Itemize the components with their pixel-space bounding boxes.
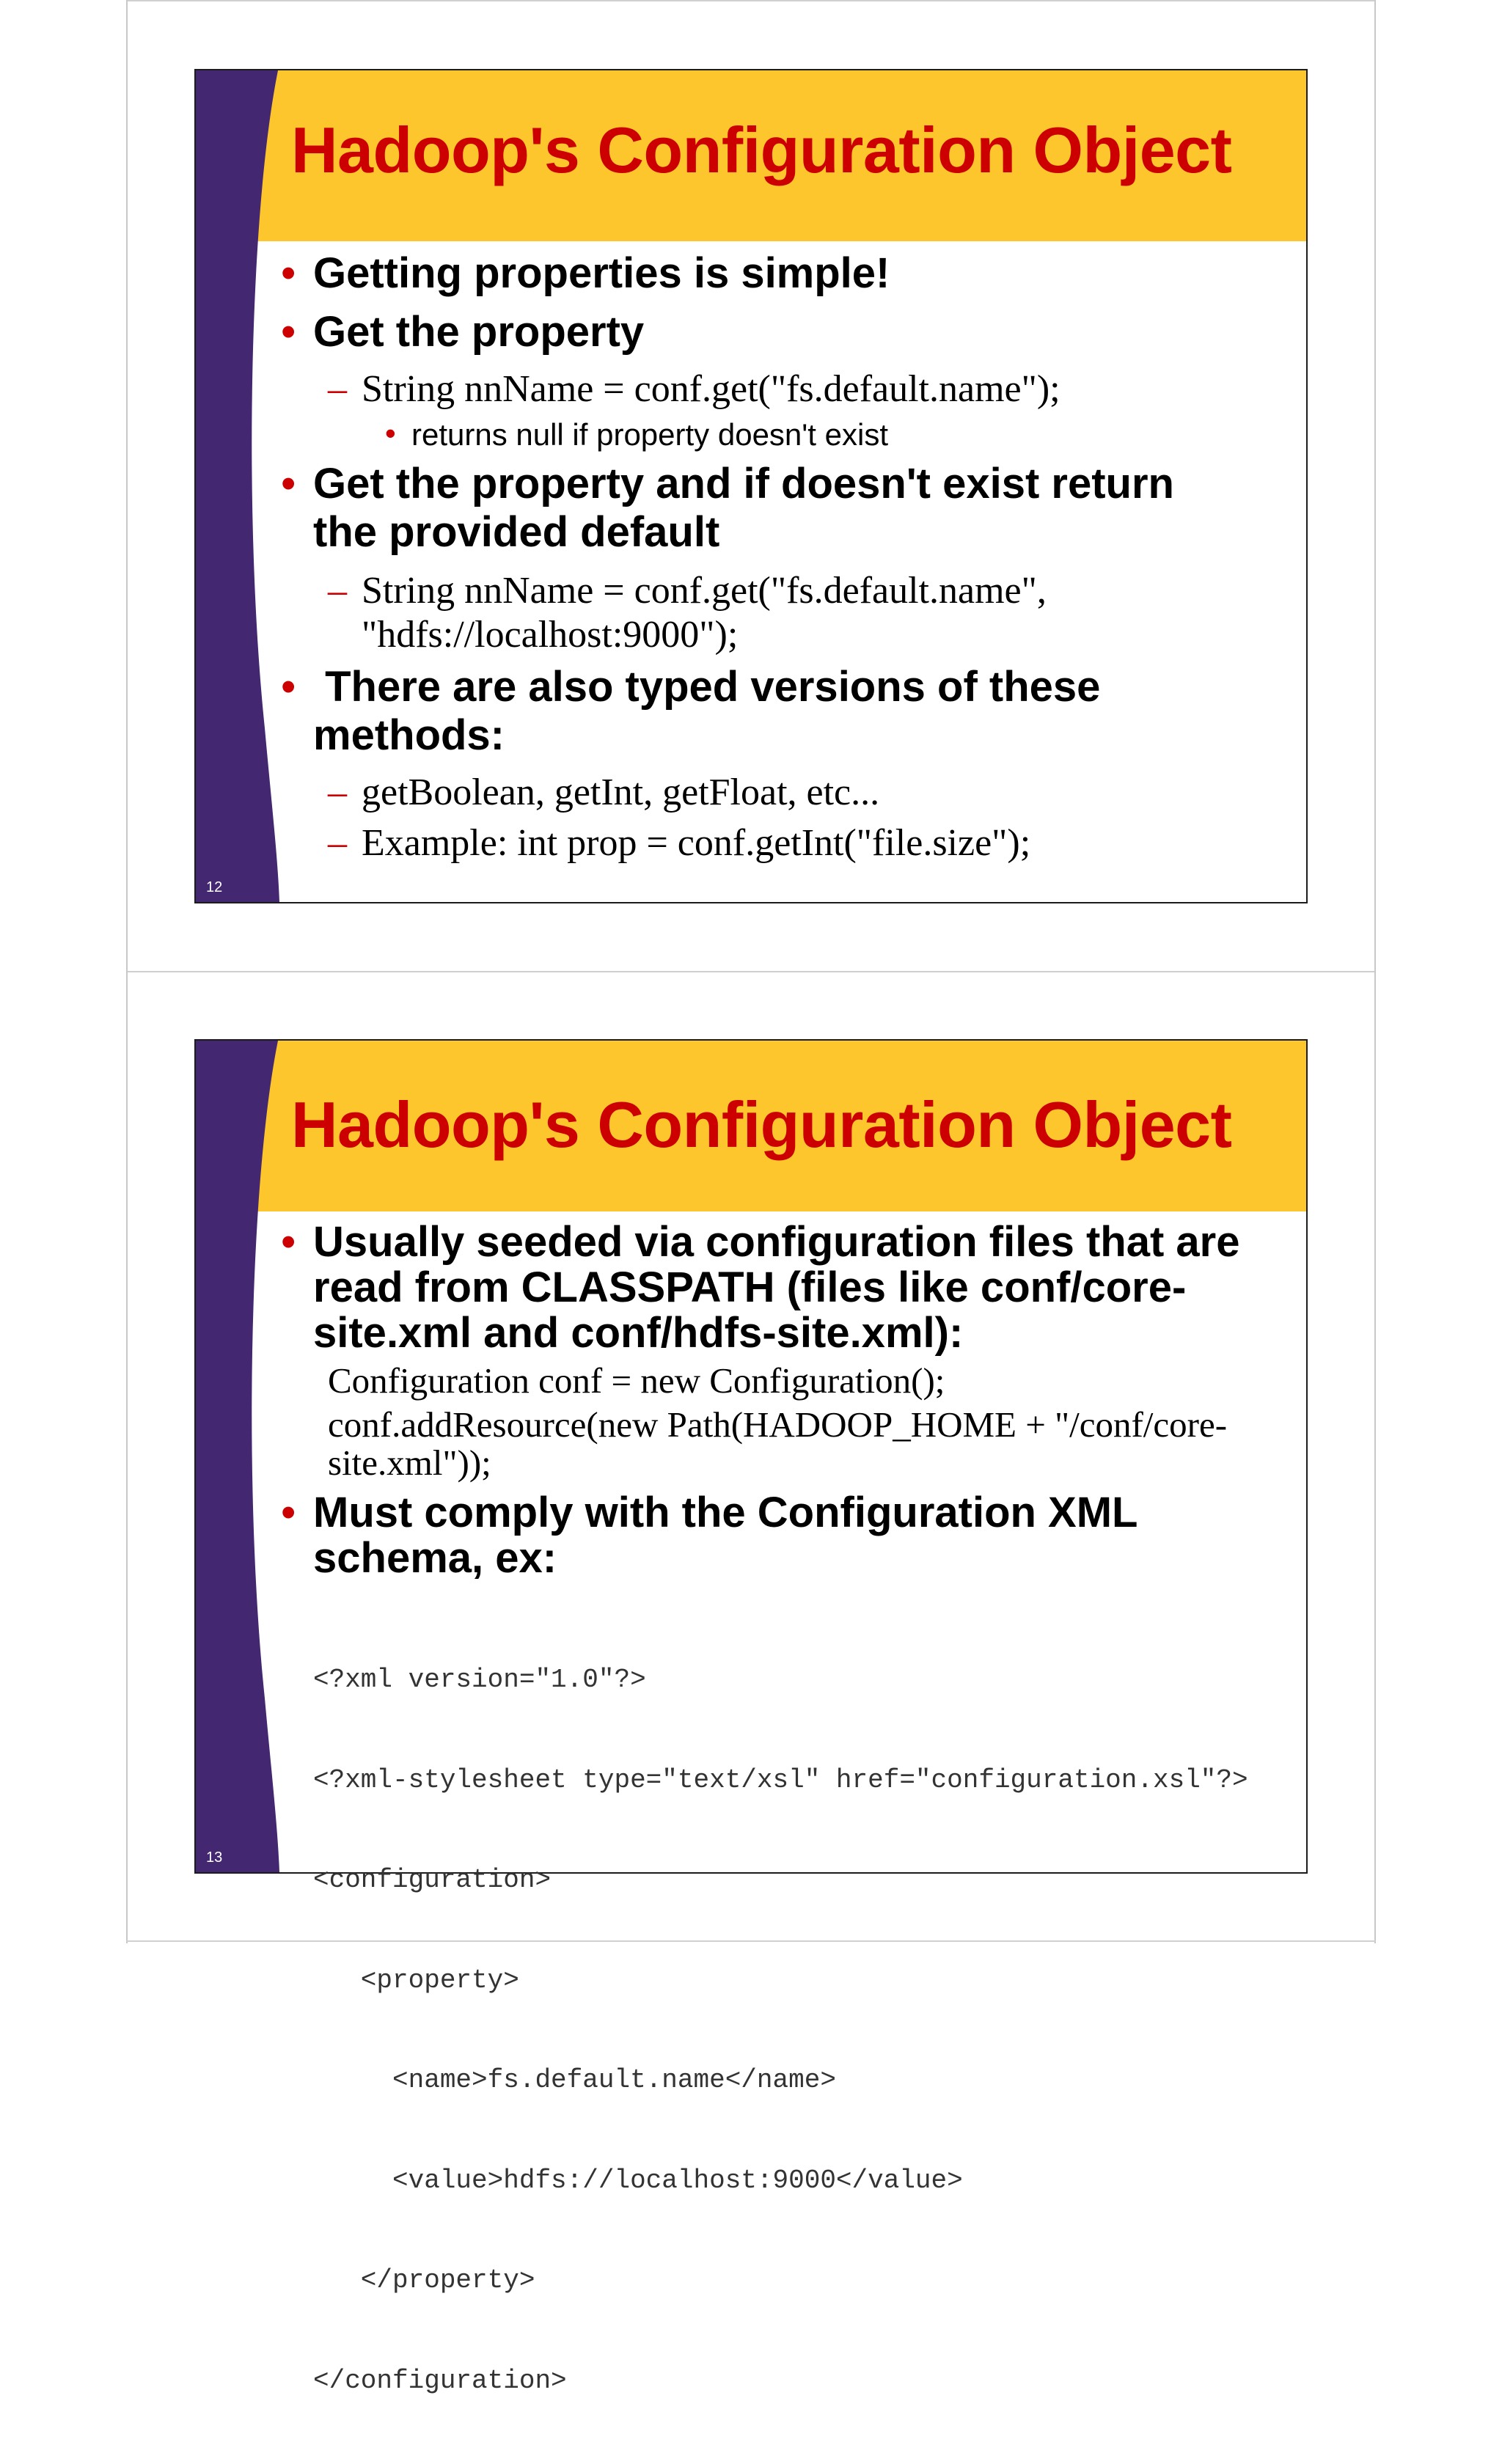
dash-marker: –	[328, 570, 347, 612]
dash-marker: –	[328, 771, 347, 813]
sub-item	[328, 821, 1031, 865]
sub-sub-item	[385, 416, 888, 453]
slide-number: 12	[206, 879, 223, 895]
bullet-item	[281, 663, 1101, 760]
bullet-text: read from CLASSPATH (files like conf/core-	[313, 1264, 1187, 1311]
sub-text: String nnName = conf.get("fs.default.name");	[362, 368, 1060, 410]
bullet-text: There are also typed versions of these	[325, 663, 1101, 711]
slide-number: 13	[206, 1849, 223, 1866]
bullet-item	[281, 1218, 1240, 1357]
dash-marker: –	[328, 368, 347, 410]
xml-line: <name>fs.default.name</name>	[313, 2065, 836, 2095]
bullet-text: Usually seeded via configuration files that are	[313, 1218, 1240, 1266]
xml-line: </property>	[313, 2265, 535, 2295]
bullet-text: Must comply with the Configuration XML	[313, 1489, 1138, 1536]
bullet-text: the provided default	[313, 508, 720, 556]
sub-sub-text: returns null if property doesn't exist	[411, 417, 888, 452]
slide-title: Hadoop's Configuration Object	[291, 114, 1232, 186]
slide-12	[194, 69, 1308, 903]
sub-text: getBoolean, getInt, getFloat, etc...	[362, 771, 880, 813]
bullet-item	[281, 308, 645, 356]
bullet-marker: •	[281, 460, 296, 507]
slide-title: Hadoop's Configuration Object	[291, 1088, 1232, 1161]
slide-content	[196, 70, 1306, 902]
sub-text: String nnName = conf.get("fs.default.name",	[362, 570, 1047, 612]
xml-line: <property>	[313, 1965, 519, 1995]
sub-item	[328, 569, 1047, 657]
bullet-marker: •	[281, 249, 296, 297]
slide-13	[194, 1039, 1308, 2396]
dash-marker: –	[328, 822, 347, 864]
bullet-text: methods:	[313, 711, 505, 759]
bullet-item	[281, 460, 1174, 557]
sub-item	[328, 771, 880, 815]
bullet-text: site.xml and conf/hdfs-site.xml):	[313, 1309, 964, 1357]
code-line	[328, 1406, 1227, 1482]
bullet-marker: •	[385, 416, 396, 450]
xml-line: </configuration>	[313, 2365, 567, 2396]
bullet-marker: •	[281, 1218, 296, 1266]
bullet-text: Get the property and if doesn't exist return	[313, 460, 1174, 507]
bullet-text: schema, ex:	[313, 1534, 557, 1582]
bullet-text: Getting properties is simple!	[313, 249, 890, 297]
xml-line: <?xml version="1.0"?>	[313, 1665, 646, 1695]
sub-text: "hdfs://localhost:9000");	[362, 614, 739, 656]
xml-code-block	[313, 1596, 1248, 2464]
xml-line: <configuration>	[313, 1865, 552, 1895]
page-divider	[128, 971, 1374, 972]
bullet-marker: •	[281, 308, 296, 356]
slide-content	[196, 1041, 1306, 2396]
xml-line: <?xml-stylesheet type="text/xsl" href="configuration.xsl"?>	[313, 1764, 1248, 1795]
code-text: conf.addResource(new Path(HADOOP_HOME + "/conf/core-	[328, 1404, 1228, 1445]
bullet-item	[281, 249, 890, 298]
xml-line: <value>hdfs://localhost:9000</value>	[313, 2165, 963, 2196]
bullet-item	[281, 1489, 1138, 1582]
code-line: Configuration conf = new Configuration();	[328, 1360, 945, 1401]
bullet-text: Get the property	[313, 308, 645, 356]
bullet-marker: •	[281, 663, 296, 711]
sub-item	[328, 367, 1060, 411]
bullet-marker: •	[281, 1489, 296, 1536]
code-text: site.xml"));	[328, 1442, 491, 1483]
sub-text: Example: int prop = conf.getInt("file.size");	[362, 822, 1031, 864]
